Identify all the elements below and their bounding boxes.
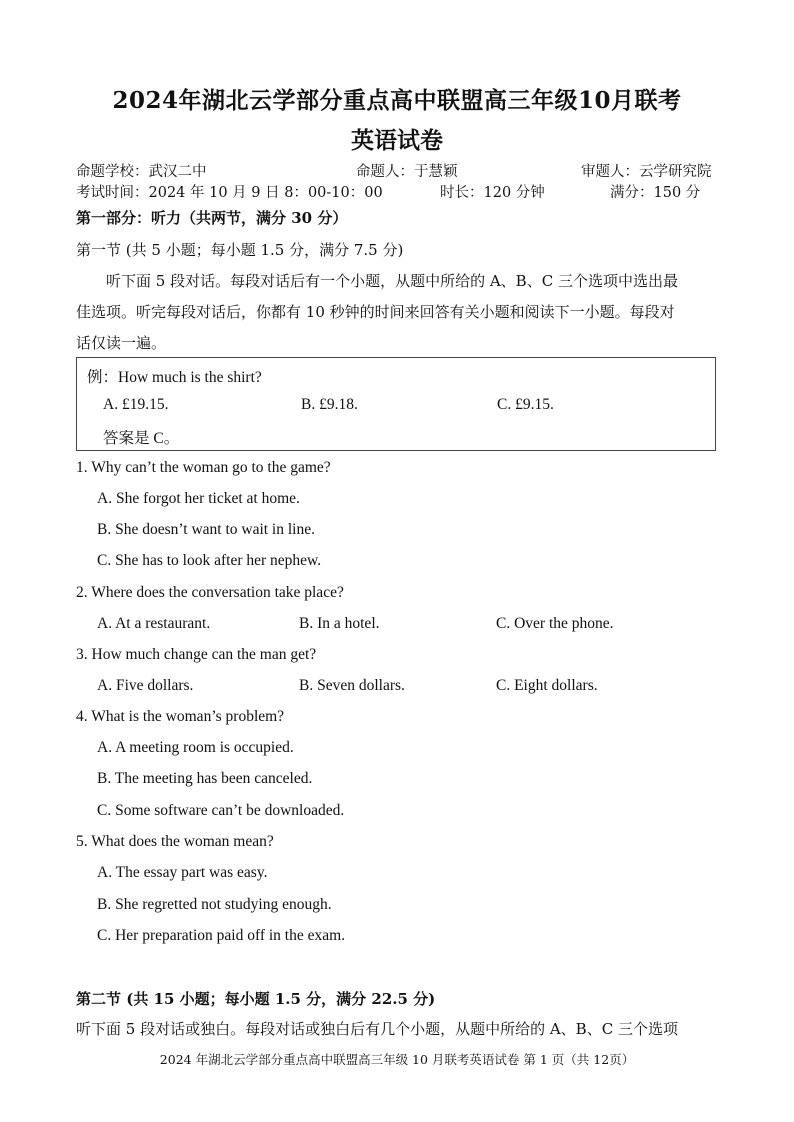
example-option: A. £19.15. [103,396,169,413]
option: C. Eight dollars. [496,677,598,694]
example-option: C. £9.15. [497,396,554,413]
page-footer: 2024 年湖北云学部分重点高中联盟高三年级 10 月联考英语试卷 第 1 页（共 12页） [159,1052,635,1067]
option: A. Five dollars. [97,677,194,694]
example-option: B. £9.18. [301,396,358,413]
option: A. The essay part was easy. [97,864,268,881]
option: A. She forgot her ticket at home. [97,490,300,507]
section1-heading: 第一节 (共 5 小题；每小题 1.5 分，满分 7.5 分) [76,241,404,259]
meta-time: 考试时间：2024 年 10 月 9 日 8：00-10：00 [76,185,383,201]
option: B. She regretted not studying enough. [97,896,332,913]
exam-title: 2024年湖北云学部分重点高中联盟高三年级10月联考 [112,87,682,114]
exam-subtitle: 英语试卷 [351,127,443,154]
option: C. Some software can’t be downloaded. [97,802,345,819]
question-5: 5. What does the woman mean? [76,833,274,850]
option: B. The meeting has been canceled. [97,770,313,787]
option: C. Her preparation paid off in the exam. [97,927,346,944]
section2-heading: 第二节 (共 15 小题；每小题 1.5 分，满分 22.5 分) [76,990,436,1008]
meta-school: 命题学校：武汉二中 [76,164,207,180]
meta-score: 满分：150 分 [610,185,701,201]
option: A. A meeting room is occupied. [97,739,294,756]
instruction-line: 佳选项。听完每段对话后，你都有 10 秒钟的时间来回答有关小题和阅读下一小题。每段对 [76,303,675,321]
question-4: 4. What is the woman’s problem? [76,708,285,725]
option: B. She doesn’t want to wait in line. [97,521,315,538]
example-question: 例：How much is the shirt? [87,369,262,386]
question-2: 2. Where does the conversation take place? [76,584,344,601]
option: B. In a hotel. [299,615,380,632]
instruction-line: 听下面 5 段对话。每段对话后有一个小题，从题中所给的 A、B、C 三个选项中选出最 [106,272,678,290]
meta-reviewer: 审题人：云学研究院 [581,164,712,180]
option: A. At a restaurant. [97,615,211,632]
meta-duration: 时长：120 分钟 [440,185,545,201]
section2-text: 听下面 5 段对话或独白。每段对话或独白后有几个小题，从题中所给的 A、B、C 三个选项 [76,1020,678,1038]
instruction-line: 话仅读一遍。 [76,334,167,352]
question-3: 3. How much change can the man get? [76,646,317,663]
option: C. Over the phone. [496,615,614,632]
option: C. She has to look after her nephew. [97,552,322,569]
part1-heading: 第一部分：听力（共两节，满分 30 分） [76,209,348,227]
option: B. Seven dollars. [299,677,405,694]
example-answer: 答案是 C。 [103,430,180,447]
meta-author: 命题人：于慧颖 [356,164,458,180]
question-1: 1. Why can’t the woman go to the game? [76,459,331,476]
